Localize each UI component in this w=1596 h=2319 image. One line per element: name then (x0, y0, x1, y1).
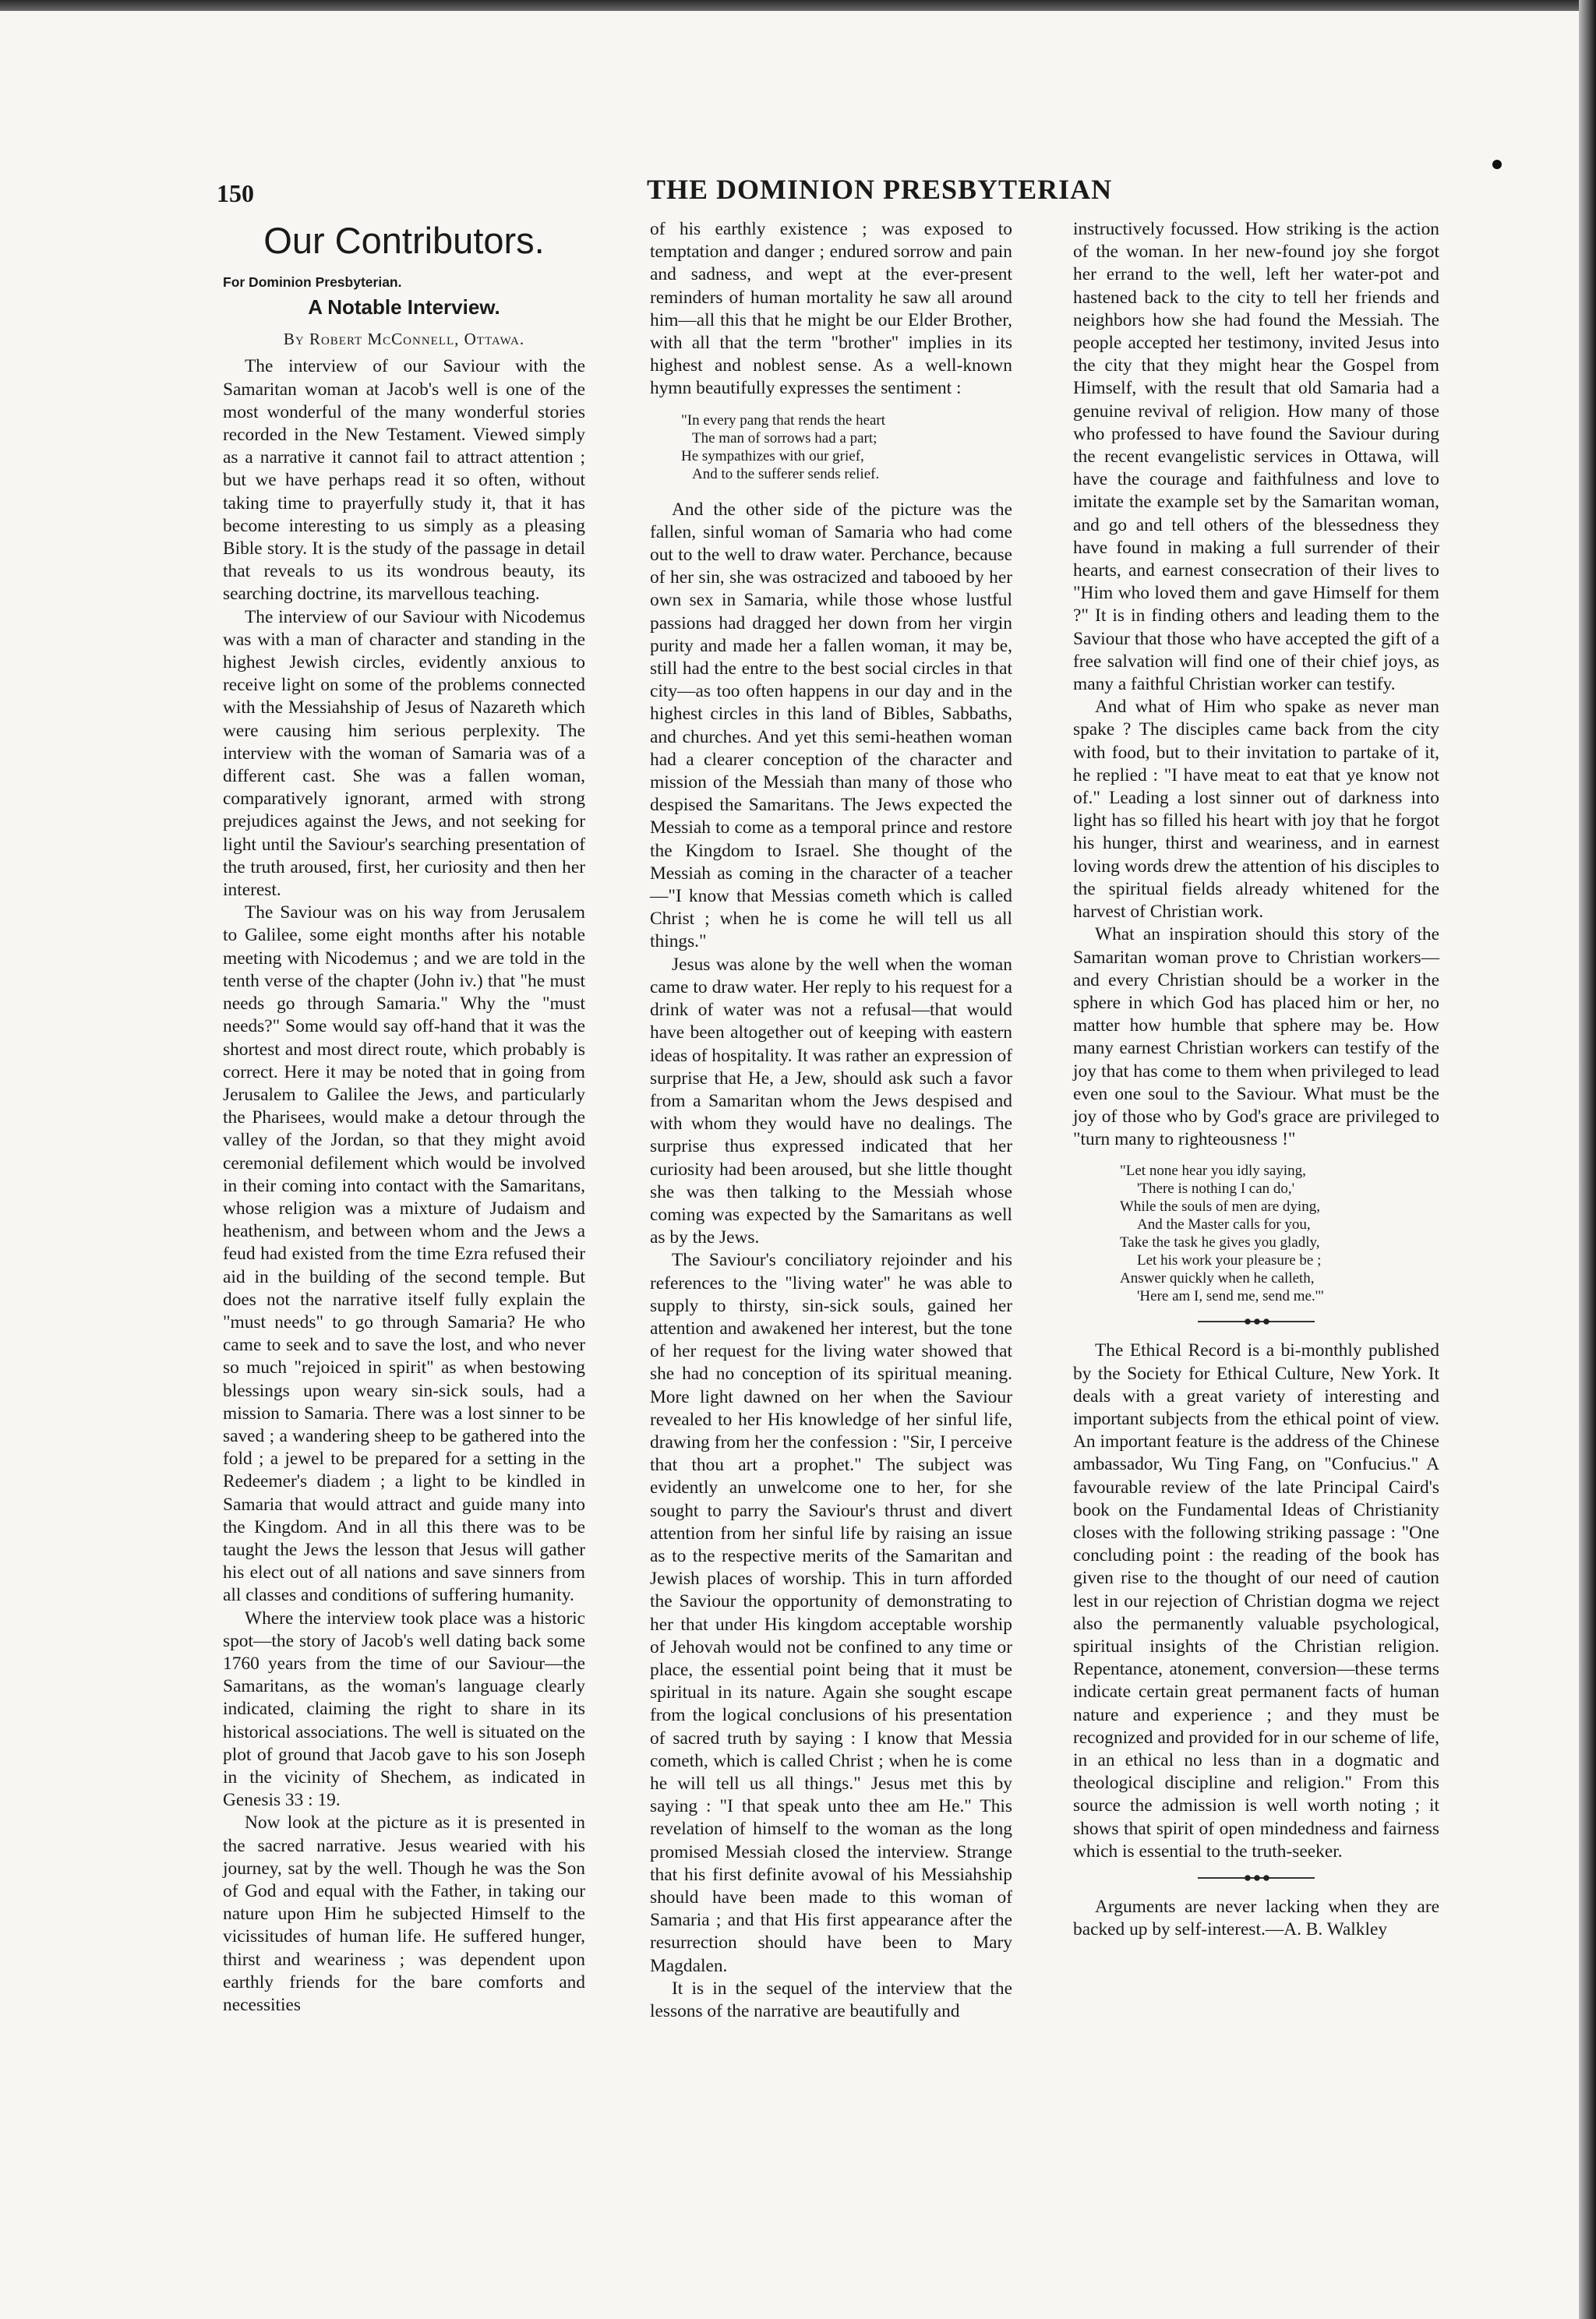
paragraph: instructively focussed. How striking is the action of the woman. In her new-found joy she forgot her errand to the well, left her water-pot and hastened back to the city to tell her friends and neighbors how she had found the Messiah. The people accepted her testimony, invited Jesus into the city that they might hear the Gospel from Himself, with the result that old Samaria had a genuine revival of religion. How many of those who professed to have found the Saviour during the recent evangelistic services in Ottawa, will have the courage and faithfulness and love to imitate the example set by the Samaritan woman, and go and tell others of the blessedness they have found in making a full surrender of their hearts, and earnest consecration of their lives to "Him who loved them and gave Himself for them ?" It is in finding others and leading them to the Saviour that those who have accepted the gift of a free salvation will find one of their chief joys, as many a faithful Christian worker can testify. (1073, 219, 1439, 695)
credit-line: For Dominion Presbyterian. (223, 274, 402, 290)
ink-speck (1492, 160, 1502, 169)
page-header (217, 173, 1333, 212)
paragraph: Where the interview took place was a historic spot—the story of Jacob's well dating back some 1760 years from the time of our Saviour—the Samaritans, as the woman's language clearly indicated, claiming the right to share in its historical associations. The well is situated on the plot of ground that Jacob gave to his son Joseph in the vicinity of Shechem, as indicated in Genesis 33 : 19. (223, 1608, 585, 1811)
paragraph: Now look at the picture as it is presented in the sacred narrative. Jesus wearied with his journey, sat by the well. Though he was the Son of God and equal with the Father, in taking our nature upon Him he subjected Himself to the vicissitudes of human life. He suffered hunger, thirst and weariness ; was dependent upon earthly friends for the bare comforts and necessities (223, 1812, 585, 2016)
paragraph: The interview of our Saviour with the Samaritan woman at Jacob's well is one of the most wonderful of the many wonderful stories recorded in the New Testament. Viewed simply as a narrative it cannot fail to attract attention ; but we have perhaps read it so often, without taking time to prayerfully study it, that it has become interesting to us simply as a pleasing Bible story. It is the study of the passage in detail that reveals to us its wondrous beauty, its searching doctrine, its marvellous teaching. (223, 356, 585, 605)
poem-line: Take the task he gives you gladly, (1120, 1234, 1320, 1251)
hymn-line: "In every pang that rends the heart (681, 411, 886, 429)
paragraph: The Saviour's conciliatory rejoinder and his references to the "living water" he was able to supply to thirsty, sin-sick souls, gained her attention and awakened her interest, but the tone of her request for the living water showed that she had no conception of its spiritual meaning. More light dawned on her when the Saviour revealed to her His knowledge of her sinful life, drawing from her the confession : "Sir, I perceive that thou art a prophet." The subject was evidently an unwelcome one to her, for she sought to parry the Saviour's thrust and divert attention from her sinful life by raising an issue as to the respective merits of the Samaritan and Jewish places of worship. This in turn afforded the Saviour the opportunity of demonstrating to her that under His kingdom acceptable worship of Jehovah would not be confined to any time or place, the essential point being that it must be spiritual in its nature. Again she sought escape from the logical conclusions of his presentation of sacred truth by saying : I know that Messia cometh, which is called Christ ; when he is come he will tell us all things." Jesus met this by saying : "I that speak unto thee am He." This revelation of himself to the woman as the long promised Messiah closed the interview. Strange that his first definite avowal of his Messiahship should have been made to this woman of Samaria ; and that His first appearance after the resurrection should have been to Mary Magdalen. (650, 1250, 1012, 1976)
column-2 (650, 218, 1012, 2023)
column-1 (223, 218, 585, 2017)
section-title: Our Contributors. (263, 220, 545, 261)
paragraph: Jesus was alone by the well when the woman came to draw water. Her reply to his request for a drink of water was not a refusal—that would have been altogether out of keeping with eastern ideas of hospitality. It was rather an expression of surprise that He, a Jew, should ask such a favor from a Samaritan whom the Jews despised and with whom they would have no dealings. The surprise thus expressed indicated that her curiosity had been aroused, but she little thought she was then talking to the Messiah whose coming was expected by the Samaritans as well as by the Jews. (650, 954, 1012, 1248)
hymn-line: And to the sufferer sends relief. (692, 465, 880, 482)
closing-quote: Arguments are never lacking when they are backed up by self-interest.—A. B. Walkley (1073, 1897, 1439, 1940)
poem-line: While the souls of men are dying, (1120, 1198, 1320, 1216)
article-byline: By Robert McConnell, Ottawa. (283, 330, 525, 349)
section-divider (1198, 1321, 1315, 1322)
paragraph: The interview of our Saviour with Nicodemus was with a man of character and standing in the highest Jewish circles, evidently anxious to receive light on some of the problems connected with the Messiahship of Jesus of Nazareth which were causing him serious perplexity. The interview with the woman of Samaria was of a different cast. She was a fallen woman, comparatively ignorant, armed with strong prejudices against the Jews, and not seeking for light until the Saviour's searching presentation of the truth aroused, first, her curiosity and then her interest. (223, 606, 585, 901)
column-3 (1073, 218, 1439, 1941)
poem-line: Answer quickly when he calleth, (1120, 1270, 1315, 1287)
hymn-line: The man of sorrows had a part; (692, 429, 877, 447)
poem-line: 'There is nothing I can do,' (1137, 1181, 1295, 1198)
poem-line: "Let none hear you idly saying, (1120, 1163, 1306, 1180)
poem-line: Let his work your pleasure be ; (1137, 1252, 1322, 1269)
hymn-quote (681, 411, 1012, 483)
section-divider (1198, 1877, 1315, 1879)
paragraph: of his earthly existence ; was exposed to temptation and danger ; endured sorrow and pain and sadness, and wept at the ever-present reminders of human mortality he saw all around him—all this that he might be our Elder Brother, with all that the term "brother" implies in its highest and noblest sense. As a well-known hymn beautifully expresses the sentiment : (650, 219, 1012, 399)
ethical-record-notice: The Ethical Record is a bi-monthly published by the Society for Ethical Culture, New York. It deals with a great variety of interesting and important subjects from the ethical point of view. An important feature is the address of the Chinese ambassador, Wu Ting Fang, on "Confucius." A favourable review of the late Principal Caird's book on the Fundamental Ideas of Christianity closes with the following striking passage : "One concluding point : the reading of the book has given rise to the thought of our need of caution lest in our rejection of Christian dogma we reject also the permanently valuable psychological, spiritual insights of the Christian religion. Repentance, atonement, conversion—these terms indicate certain great permanent facts of human nature and experience ; and they must be recognized and provided for in our scheme of life, in an ethical no less than in a dogmatic and theological discipline and religion." From this source the admission is well worth noting ; it shows that spirit of open mindedness and fairness which is essential to the truth-seeker. (1073, 1340, 1439, 1862)
page-number: 150 (217, 179, 254, 207)
paragraph: And the other side of the picture was the fallen, sinful woman of Samaria who had come out to the well to draw water. Perchance, because of her sin, she was ostracized and tabooed by her own sex in Samaria, while those whose lustful passions had dragged her down from her virgin purity and made her a fallen woman, it may be, still had the entre to the best social circles in that city—as too often happens in our day and in the highest circles in this land of Bibles, Sabbaths, and churches. And yet this semi-heathen woman had a clearer conception of the character and mission of the Messiah than many of those who despised the Samaritans. The Jews expected the Messiah to come as a temporal prince and restore the Kingdom to Israel. She thought of the Messiah as coming in the character of a teacher—"I know that Messias cometh which is called Christ ; when he is come he will tell us all things." (650, 499, 1012, 952)
poem-line: 'Here am I, send me, send me.'" (1137, 1288, 1324, 1305)
closing-poem (1120, 1162, 1439, 1305)
scan-right-edge (1579, 0, 1596, 2319)
paragraph: What an inspiration should this story of the Samaritan woman prove to Christian workers—and every Christian should be a worker in the sphere in which God has placed him or her, no matter how humble that sphere may be. How many earnest Christian workers can testify of the joy that has come to them when privileged to lead even one soul to the Saviour. What must be the joy of those who by God's grace are privileged to "turn many to righteousness !" (1073, 924, 1439, 1150)
poem-line: And the Master calls for you, (1137, 1216, 1311, 1234)
article-title: A Notable Interview. (308, 295, 500, 319)
hymn-line: He sympathizes with our grief, (681, 447, 864, 464)
paragraph: The Saviour was on his way from Jerusalem to Galilee, some eight months after his notable meeting with Nicodemus ; and we are told in the tenth verse of the chapter (John iv.) that "he must needs go through Samaria." Why the "must needs?" Some would say off-hand that it was the shortest and most direct route, which probably is correct. Here it may be noted that in going from Jerusalem to Galilee the Jews, and particularly the Pharisees, would make a detour through the valley of the Jordan, so that they might avoid ceremonial defilement which would be involved in their coming into contact with the Samaritans, whose religion was a mixture of Judaism and heathenism, and between whom and the Jews a feud had existed from the time Ezra refused their aid in the building of the second temple. But does not the narrative itself fully explain the "must needs" to go through Samaria? He who came to seek and to save the lost, and who never so much "rejoiced in spirit" as when bestowing blessings upon weary sin-sick souls, had a mission to Samaria. There was a lost sinner to be saved ; a wandering sheep to be gathered into the fold ; a jewel to be prepared for a setting in the Redeemer's diadem ; a light to be kindled in Samaria that would attract and guide many into the Kingdom. And in all this there was to be taught the Jews the lesson that Jesus will gather his elect out of all nations and save sinners from all classes and conditions of suffering humanity. (223, 902, 585, 1606)
paragraph: It is in the sequel of the interview that the lessons of the narrative are beautifully and (650, 1978, 1012, 2022)
scan-top-edge (0, 0, 1596, 11)
paragraph: And what of Him who spake as never man spake ? The disciples came back from the city with food, but to their invitation to partake of it, he replied : "I have meat to eat that ye know not of." Leading a lost sinner out of darkness into light has so filled his heart with joy that he forgot his hunger, thirst and weariness, and in earnest loving words drew the attention of his disciples to the spiritual fields already whitened for the harvest of Christian work. (1073, 697, 1439, 923)
running-head: THE DOMINION PRESBYTERIAN (647, 174, 1113, 205)
